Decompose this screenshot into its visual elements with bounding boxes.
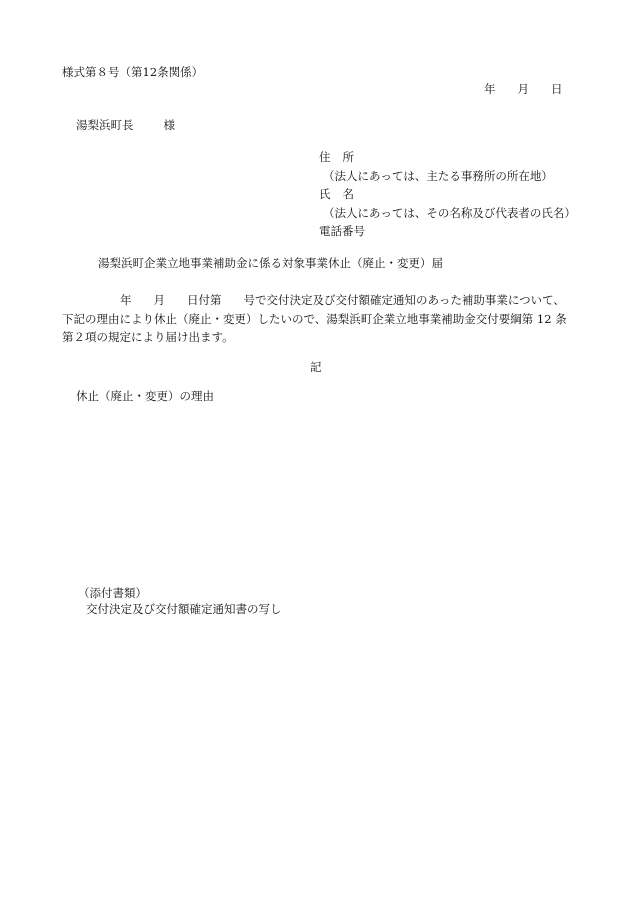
applicant-block [319, 152, 576, 245]
body-line-3: 第２項の規定により届け出ます。 [62, 330, 234, 344]
name-label: 氏 名 [319, 187, 354, 201]
addressee-name: 湯梨浜町長 [76, 118, 134, 132]
body-line-2: 下記の理由により休止（廃止・変更）したいので、湯梨浜町企業立地事業補助金交付要綱第 12 条 [62, 311, 567, 326]
record-mark: 記 [310, 360, 322, 374]
date-year: 年 [484, 82, 496, 96]
date-month: 月 [517, 82, 529, 96]
document-title: 湯梨浜町企業立地事業補助金に係る対象事業休止（廃止・変更）届 [98, 256, 443, 270]
body-text [62, 291, 582, 347]
address-label: 住 所 [319, 150, 354, 164]
form-number: 様式第８号（第12条関係） [62, 65, 204, 79]
phone-label: 電話番号 [319, 224, 365, 238]
reason-label: 休止（廃止・変更）の理由 [76, 389, 214, 403]
addressee [76, 120, 175, 132]
body-line-1: 年 月 日付第 号で交付決定及び交付額確定通知のあった補助事業について、 [120, 293, 565, 307]
date-line [484, 84, 563, 96]
attachments-item: 交付決定及び交付額確定通知書の写し [86, 602, 282, 616]
attachments-heading: （添付書類） [78, 586, 147, 600]
addressee-honorific: 様 [163, 118, 175, 132]
name-note: （法人にあっては、その名称及び代表者の氏名） [323, 205, 576, 220]
date-day: 日 [551, 82, 563, 96]
address-note: （法人にあっては、主たる事務所の所在地） [323, 168, 553, 183]
